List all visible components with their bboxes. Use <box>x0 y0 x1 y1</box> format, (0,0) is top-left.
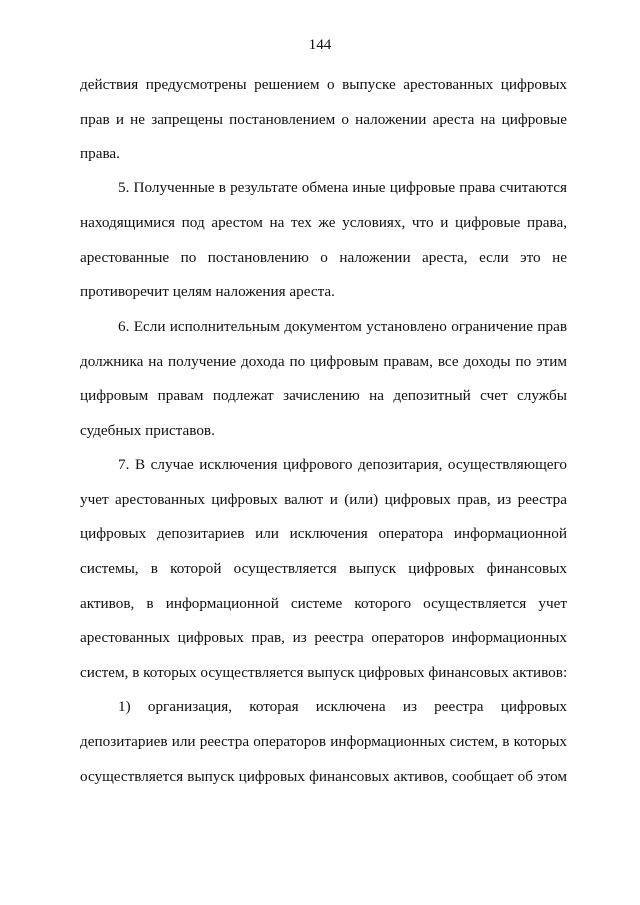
text-line: арестованных цифровых прав, из реестра операторов информационных <box>80 629 567 646</box>
text-line: 5. Полученные в результате обмена иные цифровые права считаются <box>118 179 567 196</box>
text-line: арестованные по постановлению о наложении ареста, если это не <box>80 249 567 266</box>
text-line: находящимися под арестом на тех же условиях, что и цифровые права, <box>80 214 567 231</box>
text-line: систем, в которых осуществляется выпуск цифровых финансовых активов: <box>80 664 568 681</box>
text-line: прав и не запрещены постановлением о наложении ареста на цифровые <box>80 111 567 128</box>
text-line: должника на получение дохода по цифровым правам, все доходы по этим <box>80 353 567 370</box>
text-line: системы, в которой осуществляется выпуск цифровых финансовых <box>80 560 567 577</box>
text-line: действия предусмотрены решением о выпуске арестованных цифровых <box>80 76 567 93</box>
text-line: 6. Если исполнительным документом установлено ограничение прав <box>118 318 567 335</box>
text-line: судебных приставов. <box>80 422 215 439</box>
text-line: противоречит целям наложения ареста. <box>80 283 335 300</box>
text-line: осуществляется выпуск цифровых финансовых активов, сообщает об этом <box>80 768 567 785</box>
text-line: 7. В случае исключения цифрового депозитария, осуществляющего <box>118 456 567 473</box>
text-line: депозитариев или реестра операторов информационных систем, в которых <box>80 733 567 750</box>
page-number: 144 <box>308 36 332 53</box>
text-line: 1) организация, которая исключена из реестра цифровых <box>118 698 567 715</box>
text-line: цифровым правам подлежат зачислению на депозитный счет службы <box>80 387 567 404</box>
text-line: права. <box>80 145 120 162</box>
text-line: цифровых депозитариев или исключения оператора информационной <box>80 525 567 542</box>
text-line: активов, в информационной системе которого осуществляется учет <box>80 595 567 612</box>
text-line: учет арестованных цифровых валют и (или) цифровых прав, из реестра <box>80 491 567 508</box>
